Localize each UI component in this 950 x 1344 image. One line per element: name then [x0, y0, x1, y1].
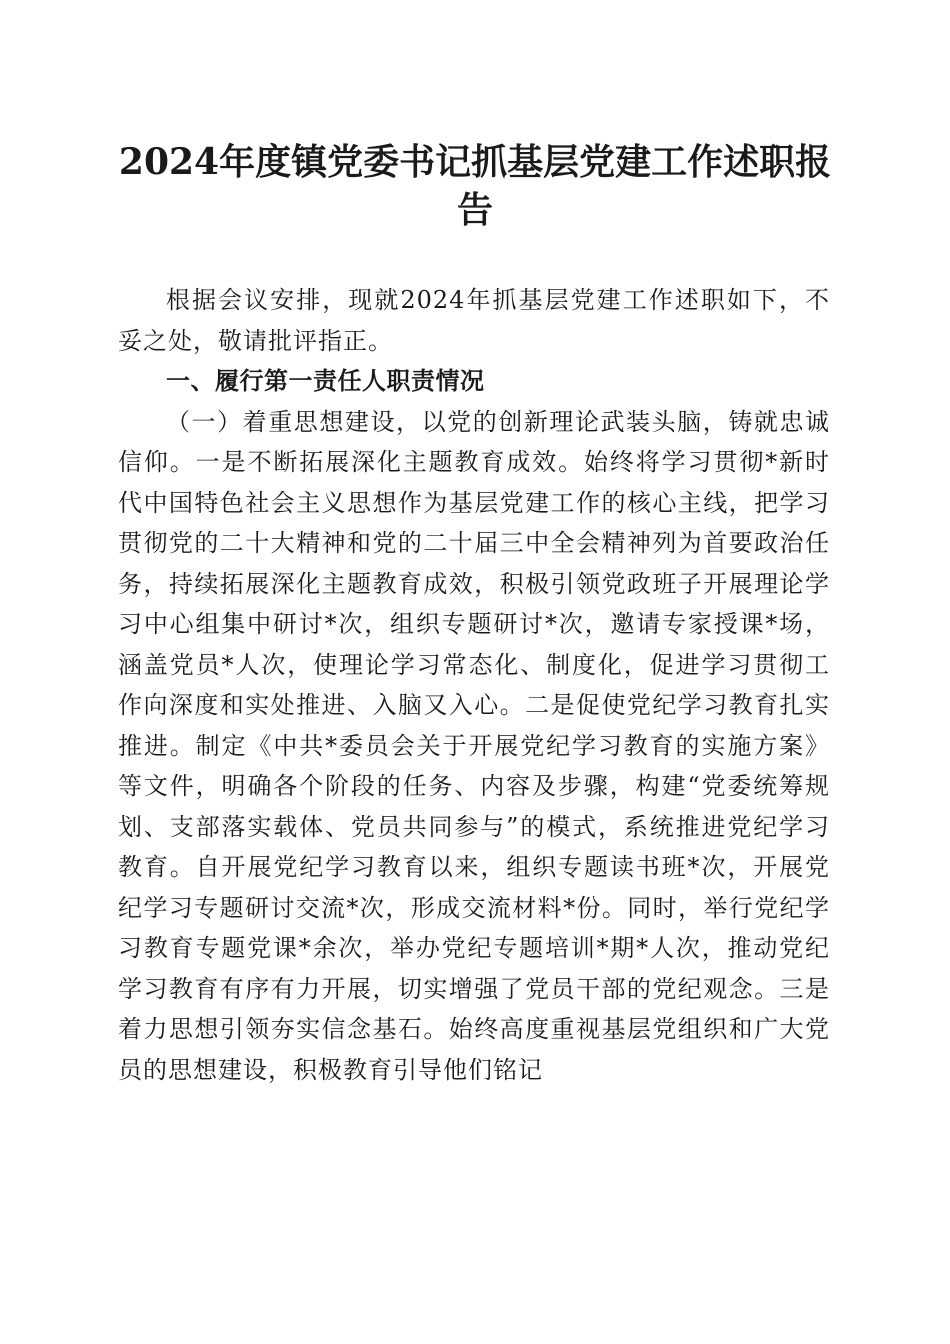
- section-heading: 一、履行第一责任人职责情况: [166, 367, 485, 395]
- document-body: [118, 280, 830, 1090]
- intro-paragraph: 根据会议安排，现就2024年抓基层党建工作述职如下，不妥之处，敬请批评指正。: [118, 286, 830, 355]
- section-paragraph: （一）着重思想建设，以党的创新理论武装头脑，铸就忠诚信仰。一是不断拓展深化主题教育成效。始终将学习贯彻*新时代中国特色社会主义思想作为基层党建工作的核心主线，把学习贯彻党的二十大精神和党的二十届三中全会精神列为首要政治任务，持续拓展深化主题教育成效，积极引领党政班子开展理论学习中心组集中研讨*次，组织专题研讨*次，邀请专家授课*场，涵盖党员*人次，使理论学习常态化、制度化，促进学习贯彻工作向深度和实处推进、入脑又入心。二是促使党纪学习教育扎实推进。制定《中共*委员会关于开展党纪学习教育的实施方案》等文件，明确各个阶段的任务、内容及步骤，构建“党委统筹规划、支部落实载体、党员共同参与”的模式，系统推进党纪学习教育。自开展党纪学习教育以来，组织专题读书班*次，开展党纪学习专题研讨交流*次，形成交流材料*份。同时，举行党纪学习教育专题党课*余次，举办党纪专题培训*期*人次，推动党纪学习教育有序有力开展，切实增强了党员干部的党纪观念。三是着力思想引领夯实信念基石。始终高度重视基层党组织和广大党员的思想建设，积极教育引导他们铭记: [118, 407, 830, 1084]
- document-title: 2024年度镇党委书记抓基层党建工作述职报告: [118, 141, 832, 231]
